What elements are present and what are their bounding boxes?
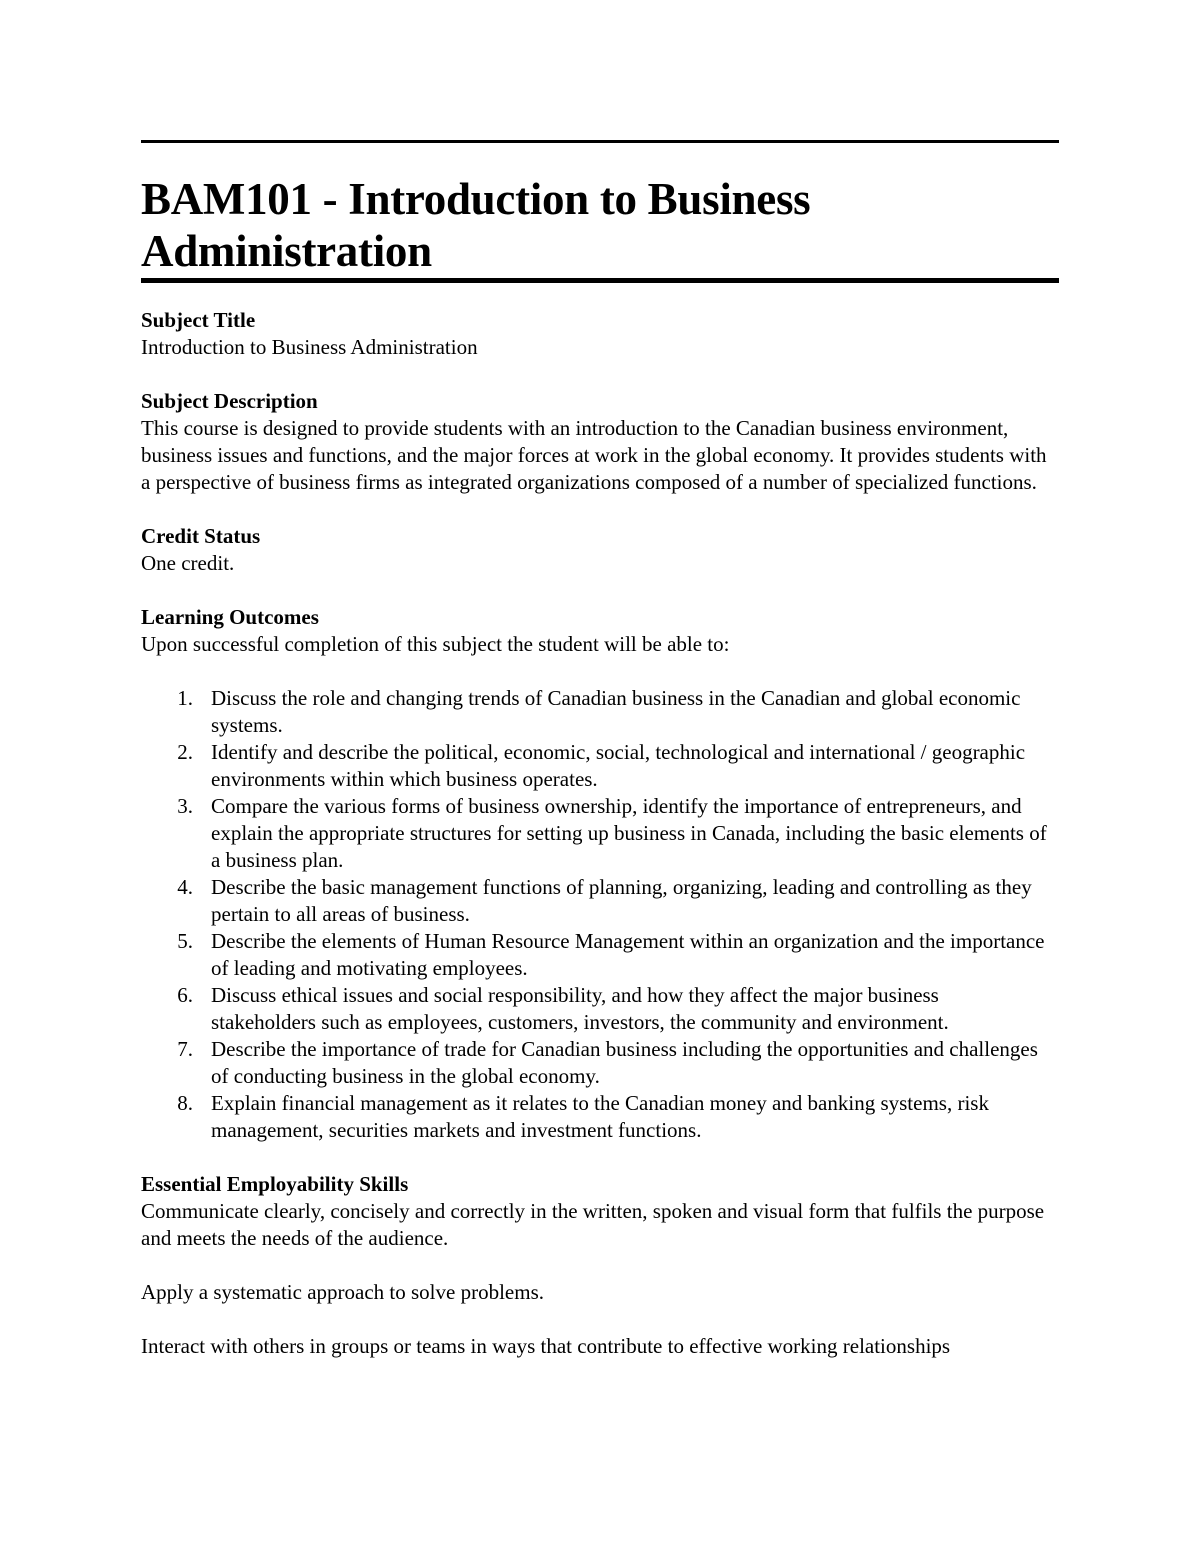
list-item-text: Discuss ethical issues and social responsibility, and how they affect the major business stakeholders such as employees, customers, investors, the community and environment. xyxy=(211,983,949,1034)
list-item xyxy=(141,1036,1059,1090)
top-rule xyxy=(141,140,1059,143)
list-item-text: Discuss the role and changing trends of Canadian business in the Canadian and global economic systems. xyxy=(211,686,1021,737)
list-item xyxy=(141,928,1059,982)
list-item-number: 7. xyxy=(177,1037,193,1061)
section-heading: Essential Employability Skills xyxy=(141,1172,409,1196)
list-item-number: 3. xyxy=(177,794,193,818)
section-subject-description xyxy=(141,388,1059,496)
list-item xyxy=(141,874,1059,928)
skill-paragraph: Interact with others in groups or teams in ways that contribute to effective working relationships xyxy=(141,1334,951,1358)
list-item-number: 5. xyxy=(177,929,193,953)
list-item xyxy=(141,685,1059,739)
learning-outcomes-list xyxy=(141,685,1059,1144)
list-item-text: Describe the importance of trade for Canadian business including the opportunities and challenges of conducting business in the global economy. xyxy=(211,1037,1038,1088)
list-item-number: 1. xyxy=(177,686,193,710)
document-page xyxy=(141,140,1059,1387)
skill-paragraph: Communicate clearly, concisely and correctly in the written, spoken and visual form that fulfils the purpose and meets the needs of the audience. xyxy=(141,1199,1045,1250)
list-item xyxy=(141,982,1059,1036)
section-text: One credit. xyxy=(141,551,235,575)
section-heading: Credit Status xyxy=(141,524,261,548)
list-item-number: 6. xyxy=(177,983,193,1007)
document-body xyxy=(141,307,1059,1360)
list-item xyxy=(141,793,1059,874)
list-item-number: 2. xyxy=(177,740,193,764)
section-learning-outcomes xyxy=(141,604,1059,1144)
section-text: Introduction to Business Administration xyxy=(141,335,478,359)
list-item-number: 4. xyxy=(177,875,193,899)
list-item xyxy=(141,1090,1059,1144)
list-item-text: Explain financial management as it relates to the Canadian money and banking systems, risk management, securities markets and investment functions. xyxy=(211,1091,989,1142)
section-heading: Subject Title xyxy=(141,308,256,332)
section-text: This course is designed to provide students with an introduction to the Canadian business environment, business issues and functions, and the major forces at work in the global economy. It provides students with a perspective of business firms as integrated organizations composed of a number of specialized functions. xyxy=(141,416,1047,494)
section-credit-status xyxy=(141,523,1059,577)
list-item xyxy=(141,739,1059,793)
section-intro: Upon successful completion of this subject the student will be able to: xyxy=(141,632,730,656)
section-employability-skills xyxy=(141,1171,1059,1360)
list-item-text: Describe the basic management functions of planning, organizing, leading and controlling as they pertain to all areas of business. xyxy=(211,875,1032,926)
section-subject-title xyxy=(141,307,1059,361)
list-item-text: Compare the various forms of business ownership, identify the importance of entrepreneurs, and explain the appropriate structures for setting up business in Canada, including the basic elements of a business plan. xyxy=(211,794,1047,872)
list-item-number: 8. xyxy=(177,1091,193,1115)
skill-paragraph: Apply a systematic approach to solve problems. xyxy=(141,1280,544,1304)
section-heading: Subject Description xyxy=(141,389,318,413)
list-item-text: Identify and describe the political, economic, social, technological and international / geographic environments within which business operates. xyxy=(211,740,1026,791)
section-heading: Learning Outcomes xyxy=(141,605,319,629)
list-item-text: Describe the elements of Human Resource Management within an organization and the importance of leading and motivating employees. xyxy=(211,929,1045,980)
document-title: BAM101 - Introduction to Business Administration xyxy=(141,174,811,276)
title-underline-rule xyxy=(141,278,1059,283)
